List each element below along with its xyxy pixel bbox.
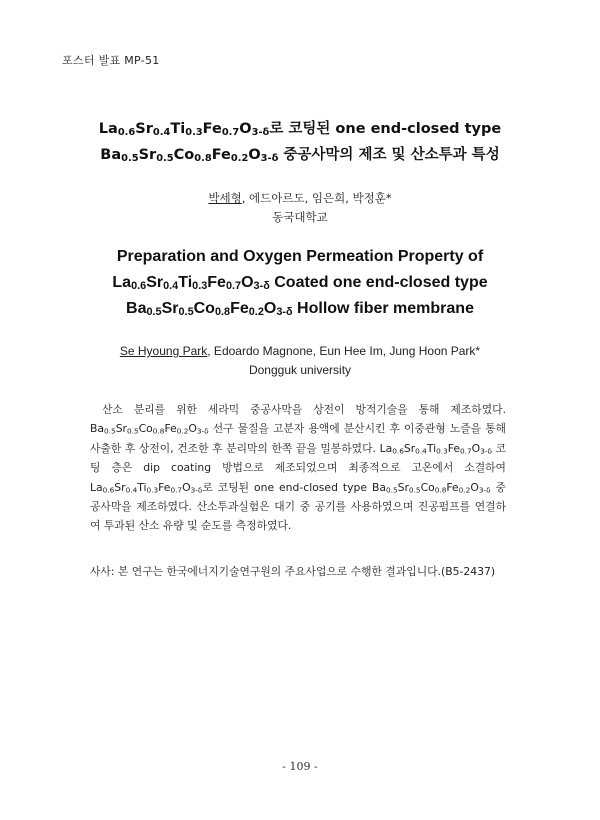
formula-element: Fe	[211, 147, 231, 163]
formula-subscript: 3-δ	[196, 426, 209, 436]
formula-element: Fe	[446, 480, 459, 494]
formula-subscript: 0.8	[214, 305, 231, 318]
abstract-text-3: 코팅 층은 dip coating 방법으로 제조되었으며 최종적으로 고온에서 소결하여	[90, 441, 506, 475]
formula-element: Sr	[135, 121, 153, 137]
formula-subscript: 0.3	[185, 126, 203, 138]
formula-element: Ti	[137, 480, 147, 494]
formula-element: O	[239, 121, 252, 137]
formula-subscript: 0.3	[146, 484, 159, 494]
formula-subscript: 0.4	[152, 126, 171, 138]
formula-subscript: 0.8	[434, 484, 447, 494]
formula-element: Sr	[397, 480, 409, 494]
english-title-line2	[0, 270, 600, 296]
formula-element: La	[90, 480, 103, 494]
korean-authors-block	[0, 189, 600, 227]
formula-subscript: 0.7	[221, 126, 240, 138]
formula-subscript: 3-δ	[190, 484, 203, 494]
korean-title-line2-text: 중공사막의 제조 및 산소투과 특성	[283, 147, 500, 163]
co-authors-korean: , 에드아르도, 임은희, 박정훈*	[241, 191, 392, 205]
formula-subscript: 0.5	[104, 426, 116, 436]
english-title-line3-text: Hollow fiber membrane	[292, 300, 474, 317]
abstract-text-2: 선구 물질을 고분자 용액에 분산시킨 후 이중관형 노즐을 통해 사출한 후 상전이, 건조한 후 분리막의 한쪽 끝을 밀봉하였다.	[90, 422, 506, 455]
formula-bscf	[100, 147, 278, 163]
page-number: - 109 -	[282, 760, 318, 773]
formula-subscript: 0.2	[176, 426, 189, 436]
english-title-line1: Preparation and Oxygen Permeation Property of	[116, 248, 484, 265]
formula-bscf	[126, 300, 293, 317]
formula-lstf	[112, 274, 269, 291]
formula-element: O	[248, 147, 261, 163]
presenting-author-english: Se Hyoung Park	[119, 344, 208, 358]
formula-subscript: 0.4	[125, 484, 138, 494]
formula-subscript: 3-δ	[253, 279, 270, 292]
formula-element: Sr	[403, 441, 416, 455]
formula-element: Fe	[158, 480, 171, 494]
formula-subscript: 0.5	[156, 152, 174, 164]
korean-authors	[0, 189, 600, 208]
korean-affiliation: 동국대학교	[272, 210, 328, 224]
formula-element: Ti	[170, 121, 186, 137]
formula-subscript: 0.2	[248, 305, 264, 318]
formula-element: Fe	[202, 121, 222, 137]
formula-subscript: 0.7	[170, 484, 183, 494]
formula-subscript: 0.7	[460, 446, 472, 456]
formula-subscript: 3-δ	[251, 126, 270, 138]
formula-element: Sr	[138, 147, 157, 163]
abstract-text-4: 로 코팅된 one end-closed type	[202, 480, 372, 494]
formula-subscript: 3-δ	[260, 152, 279, 164]
formula-subscript: 0.6	[117, 126, 136, 138]
co-authors-english: , Edoardo Magnone, Eun Hee Im, Jung Hoon Park*	[207, 344, 481, 358]
formula-subscript: 0.2	[230, 152, 249, 164]
formula-bscf	[90, 422, 209, 435]
formula-element: Sr	[115, 422, 127, 436]
english-authors	[0, 342, 600, 361]
acknowledgement: 사사: 본 연구는 한국에너지기술연구원의 주요사업으로 수행한 결과입니다.(B5-2437)	[90, 565, 496, 578]
formula-subscript: 0.6	[392, 446, 404, 456]
formula-element: O	[471, 441, 481, 455]
formula-element: Co	[173, 147, 195, 163]
formula-element: Ti	[426, 441, 437, 455]
formula-subscript: 0.4	[415, 446, 427, 456]
formula-bscf	[372, 481, 491, 494]
formula-element: O	[470, 480, 479, 494]
formula-element: Fe	[230, 300, 249, 317]
formula-element: Ba	[100, 147, 122, 163]
korean-title-line1-text: 로 코팅된 one end-closed type	[269, 121, 502, 137]
formula-lstf	[90, 481, 202, 494]
formula-subscript: 0.2	[458, 484, 471, 494]
formula-element: Ba	[371, 480, 386, 494]
presenting-author-korean: 박세형	[208, 191, 242, 205]
korean-title	[0, 116, 600, 168]
formula-element: Co	[193, 300, 215, 317]
english-affiliation: Dongguk university	[248, 363, 352, 377]
formula-subscript: 0.5	[385, 484, 398, 494]
abstract-text-1: 산소 분리를 위한 세라믹 중공사막을 상전이 방적기술을 통해 제조하였다.	[102, 403, 506, 416]
formula-element: Sr	[146, 274, 164, 291]
english-title-line2-text: Coated one end-closed type	[269, 274, 488, 291]
formula-subscript: 0.4	[163, 279, 179, 292]
formula-subscript: 0.8	[152, 426, 165, 436]
poster-label: 포스터 발표 MP-51	[62, 54, 160, 67]
formula-subscript: 0.5	[126, 426, 139, 436]
formula-element: Ba	[126, 300, 147, 317]
formula-element: Fe	[164, 422, 177, 436]
formula-subscript: 0.5	[408, 484, 421, 494]
formula-subscript: 0.6	[102, 484, 115, 494]
formula-subscript: 0.5	[121, 152, 139, 164]
formula-element: Fe	[447, 441, 460, 455]
formula-lstf	[99, 121, 270, 137]
formula-subscript: 0.7	[225, 279, 242, 292]
formula-element: O	[188, 422, 197, 436]
korean-title-line1	[0, 116, 600, 142]
formula-element: Co	[138, 422, 153, 436]
formula-subscript: 0.3	[436, 446, 448, 456]
formula-subscript: 0.5	[146, 305, 162, 318]
formula-element: Sr	[114, 480, 126, 494]
formula-element: La	[379, 441, 393, 455]
formula-subscript: 3-δ	[276, 305, 293, 318]
abstract-text-5: 중공사막을 제조하였다. 산소투과실험은 대기 중 공기를 사용하였으며 진공펌프를 연결하여 투과된 산소 유량 및 순도를 측정하였다.	[90, 480, 506, 533]
formula-subscript: 0.8	[194, 152, 212, 164]
english-authors-block	[0, 342, 600, 380]
formula-element: Fe	[207, 274, 226, 291]
formula-subscript: 3-δ	[478, 484, 491, 494]
formula-element: La	[98, 121, 118, 137]
formula-element: Ti	[178, 274, 193, 291]
formula-subscript: 0.5	[178, 305, 194, 318]
abstract-paragraph	[90, 400, 506, 536]
formula-element: Co	[420, 480, 435, 494]
english-title	[0, 244, 600, 322]
formula-element: La	[112, 274, 132, 291]
formula-subscript: 0.6	[131, 279, 147, 292]
formula-element: Sr	[161, 300, 179, 317]
formula-element: Ba	[90, 422, 105, 436]
formula-element: O	[263, 300, 277, 317]
korean-title-line2	[0, 142, 600, 168]
english-title-line3	[0, 296, 600, 322]
formula-lstf	[380, 442, 492, 455]
formula-subscript: 3-δ	[480, 446, 492, 456]
formula-element: O	[182, 480, 191, 494]
formula-subscript: 0.3	[192, 279, 208, 292]
formula-element: O	[241, 274, 254, 291]
